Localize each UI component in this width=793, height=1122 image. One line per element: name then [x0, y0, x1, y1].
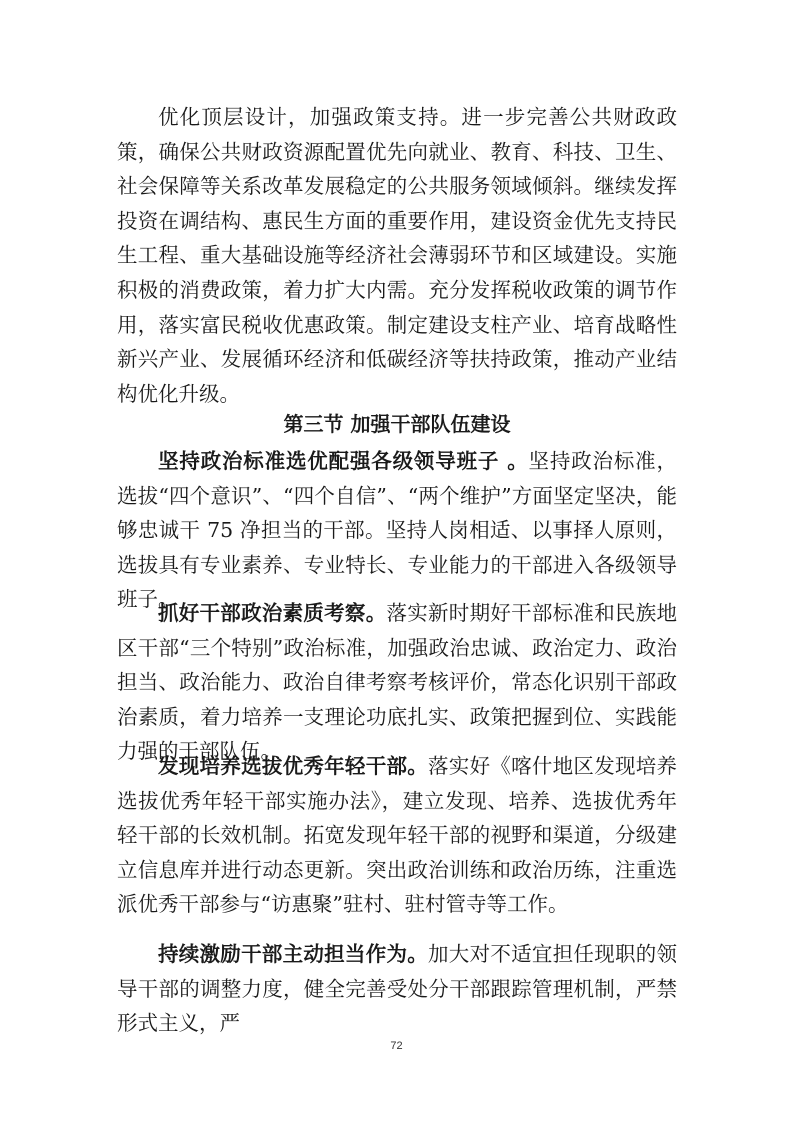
paragraph	[117, 444, 677, 617]
paragraph	[117, 596, 677, 769]
paragraph-body: 落实新时期好干部标准和民族地区干部“三个特别”政治标准，加强政治忠诚、政治定力、政治担当、政治能力、政治自律考察考核评价，常态化识别干部政治素质，着力培养一支理论功底扎实、政策把握到位、实践能力强的干部队伍。	[117, 601, 678, 764]
paragraph-motivation	[117, 937, 677, 1041]
section-heading: 第三节 加强干部队伍建设	[283, 412, 511, 436]
paragraph-leadership	[117, 444, 677, 617]
paragraph	[117, 937, 677, 1041]
intro-paragraph: 优化顶层设计，加强政策支持。进一步完善公共财政政策，确保公共财政资源配置优先向就业、教育、科技、卫生、社会保障等关系改革发展稳定的公共服务领域倾斜。继续发挥投资在调结构、惠民生方面的重要作用，建设资金优先支持民生工程、重大基础设施等经济社会薄弱环节和区域建设。实施积极的消费政策，着力扩大内需。充分发挥税收政策的调节作用，落实富民税收优惠政策。制定建设支柱产业、培育战略性新兴产业、发展循环经济和低碳经济等扶持政策，推动产业结构优化升级。	[117, 105, 677, 406]
paragraph-body: 加大对不适宜担任现职的领导干部的调整力度，健全完善受处分干部跟踪管理机制，严禁形式主义，严	[117, 942, 678, 1036]
paragraph-lead: 坚持政治标准选优配强各级领导班子 。	[158, 449, 529, 473]
paragraph-lead: 抓好干部政治素质考察。	[158, 601, 387, 625]
paragraph-political-quality	[117, 596, 677, 769]
paragraph-lead: 发现培养选拔优秀年轻干部。	[158, 754, 429, 778]
page-number: 72	[390, 1040, 403, 1052]
paragraph-lead: 持续激励干部主动担当作为。	[158, 942, 429, 966]
paragraph-body: 落实好《喀什地区发现培养选拔优秀年轻干部实施办法》，建立发现、培养、选拔优秀年轻干部的长效机制。拓宽发现年轻干部的视野和渠道，分级建立信息库并进行动态更新。突出政治训练和政治历练，注重选派优秀干部参与“访惠聚”驻村、驻村管寺等工作。	[117, 754, 678, 917]
paragraph-body: 坚持政治标准，选拔“四个意识”、“四个自信”、“两个维护”方面坚定坚决，能够忠诚干 75 净担当的干部。坚持人岗相适、以事择人原则，选拔具有专业素养、专业特长、专业能力的干部进入各级领导班子。	[117, 449, 677, 612]
paragraph	[117, 749, 677, 922]
paragraph-young-cadres	[117, 749, 677, 922]
intro-section	[117, 100, 677, 411]
